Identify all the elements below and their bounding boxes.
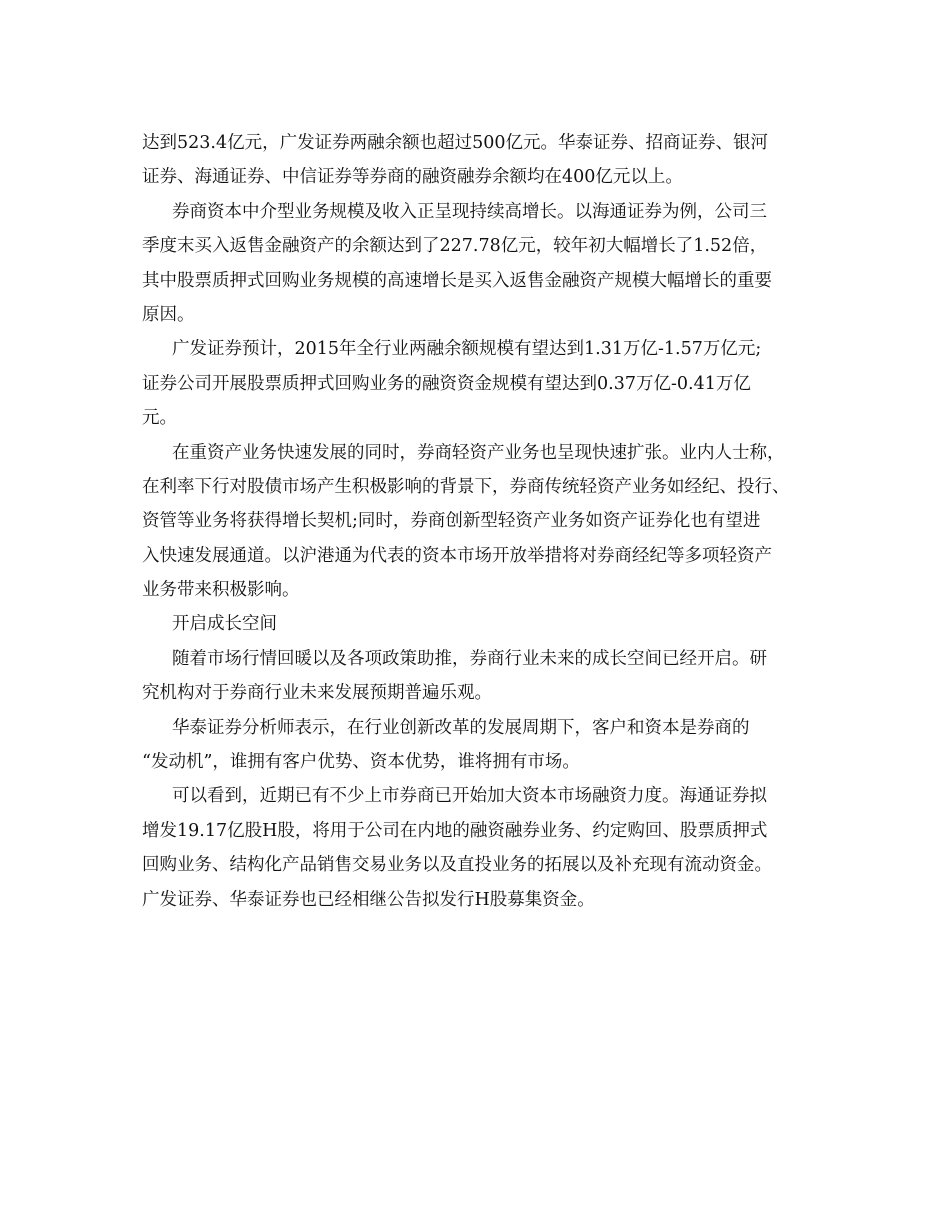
text-line: “发动机”，谁拥有客户优势、资本优势，谁将拥有市场。 bbox=[142, 752, 580, 773]
text-line: 可以看到，近期已有不少上市券商已开始加大资本市场融资力度。海通证券拟 bbox=[172, 786, 767, 807]
text-line: 回购业务、结构化产品销售交易业务以及直投业务的拓展以及补充现有流动资金。 bbox=[142, 855, 772, 876]
document-body bbox=[142, 126, 822, 917]
text-line: 在利率下行对股债市场产生积极影响的背景下，券商传统轻资产业务如经纪、投行、 bbox=[142, 476, 790, 497]
text-line: 元。 bbox=[142, 408, 177, 429]
text-line: 在重资产业务快速发展的同时，券商轻资产业务也呈现快速扩张。业内人士称， bbox=[172, 442, 785, 463]
text-line: 究机构对于券商行业未来发展预期普遍乐观。 bbox=[142, 683, 492, 704]
text-line: 华泰证券分析师表示，在行业创新改革的发展周期下，客户和资本是券商的 bbox=[172, 717, 750, 738]
text-line: 业务带来积极影响。 bbox=[142, 580, 300, 601]
text-line: 原因。 bbox=[142, 304, 195, 325]
text-line: 券商资本中介型业务规模及收入正呈现持续高增长。以海通证券为例，公司三 bbox=[172, 201, 767, 222]
text-line: 季度末买入返售金融资产的余额达到了227.78亿元，较年初大幅增长了1.52倍， bbox=[142, 236, 768, 257]
text-line: 证券、海通证券、中信证券等券商的融资融券余额均在400亿元以上。 bbox=[142, 167, 683, 188]
text-line: 广发证券预计，2015年全行业两融余额规模有望达到1.31万亿-1.57万亿元; bbox=[172, 339, 762, 360]
text-line: 随着市场行情回暖以及各项政策助推，券商行业未来的成长空间已经开启。研 bbox=[172, 648, 767, 669]
text-line: 证券公司开展股票质押式回购业务的融资资金规模有望达到0.37万亿-0.41万亿 bbox=[142, 373, 751, 394]
text-line: 其中股票质押式回购业务规模的高速增长是买入返售金融资产规模大幅增长的重要 bbox=[142, 270, 772, 291]
text-line: 入快速发展通道。以沪港通为代表的资本市场开放举措将对券商经纪等多项轻资产 bbox=[142, 545, 772, 566]
text-line: 增发19.17亿股H股，将用于公司在内地的融资融券业务、约定购回、股票质押式 bbox=[142, 820, 768, 841]
text-line: 广发证券、华泰证券也已经相继公告拟发行H股募集资金。 bbox=[142, 889, 595, 910]
text-line: 达到523.4亿元，广发证券两融余额也超过500亿元。华泰证券、招商证券、银河 bbox=[142, 133, 768, 153]
text-line: 开启成长空间 bbox=[172, 614, 277, 635]
text-line: 资管等业务将获得增长契机;同时，券商创新型轻资产业务如资产证券化也有望进 bbox=[142, 511, 761, 532]
